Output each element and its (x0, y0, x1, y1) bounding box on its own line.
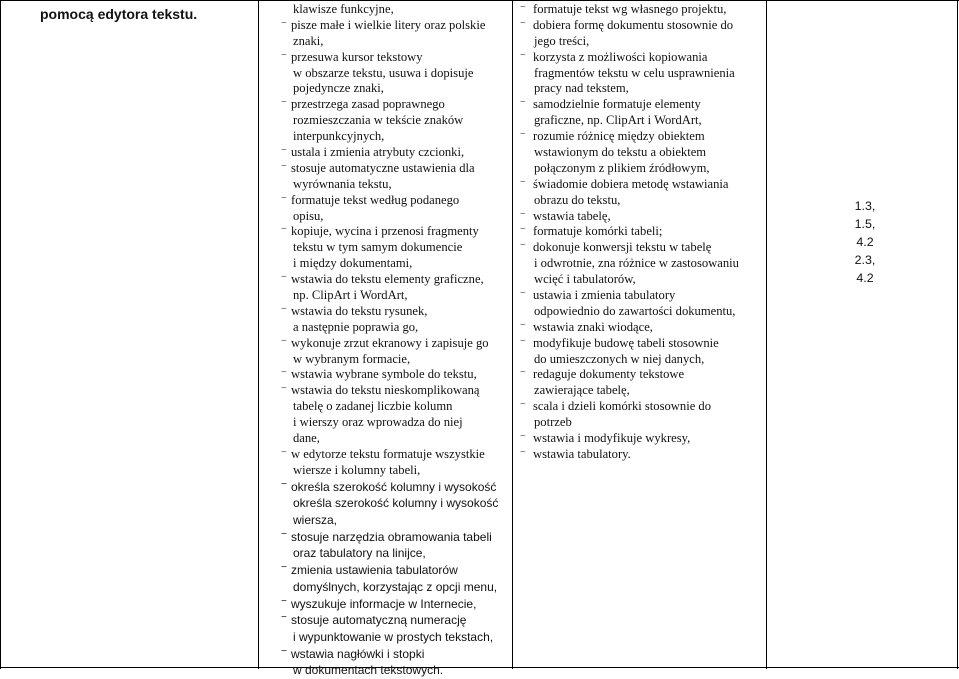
list-item: określa szerokość kolumny i wysokość (293, 496, 499, 511)
column-border (0, 0, 1, 669)
list-item: wyrównania tekstu, (293, 176, 392, 191)
list-item: − formatuje tekst według podanego (263, 193, 513, 209)
list-item: − wstawia nagłówki i stopki (263, 646, 513, 663)
list-item: a następnie poprawia go, (293, 319, 419, 334)
list-item: − ustala i zmienia atrybuty czcionki, (263, 145, 513, 161)
list-item: interpunkcyjnych, (293, 129, 385, 144)
list-item: − wstawia wybrane symbole do tekstu, (263, 367, 513, 383)
list-item: − stosuje automatyczne ustawienia dla (263, 161, 513, 177)
column-border (957, 0, 958, 669)
list-item: w wybranym formacie, (293, 351, 411, 366)
list-item: wiersza, (293, 513, 338, 528)
list-item: − pisze małe i wielkie litery oraz polskie (263, 18, 513, 34)
list-item: rozmieszczania w tekście znaków (293, 113, 464, 128)
reference-number: 1.5, (854, 217, 876, 231)
list-item: fragmentów tekstu w celu usprawnienia (534, 65, 735, 80)
list-item: połączonym z plikiem źródłowym, (534, 160, 710, 175)
list-item: w dokumentach tekstowych. (293, 663, 444, 678)
requirements-column-extended (513, 2, 763, 463)
list-item: − określa szerokość kolumny i wysokość (263, 479, 513, 496)
list-item: − zmienia ustawienia tabulatorów (263, 562, 513, 579)
list-item: − wyszukuje informacje w Internecie, (263, 596, 513, 613)
list-item: − formatuje komórki tabeli; (513, 224, 763, 240)
list-item: − wstawia do tekstu nieskomplikowaną (263, 383, 513, 399)
list-item: w obszarze tekstu, usuwa i dopisuje (293, 65, 474, 80)
list-item: − stosuje narzędzia obramowania tabeli (263, 529, 513, 546)
list-item: − dobiera formę dokumentu stosownie do (513, 18, 763, 34)
list-item: oraz tabulatory na linijce, (293, 546, 426, 561)
list-item: − modyfikuje budowę tabeli stosownie (513, 336, 763, 352)
list-item: potrzeb (534, 415, 572, 430)
section-label: pomocą edytora tekstu. (40, 6, 198, 22)
column-border (766, 0, 767, 669)
list-item: − dokonuje konwersji tekstu w tabelę (513, 240, 763, 256)
list-item: dane, (293, 431, 320, 446)
list-item: domyślnych, korzystając z opcji menu, (293, 579, 498, 594)
reference-number: 4.2 (856, 271, 874, 285)
list-item: i wierszy oraz wprowadza do niej (293, 415, 463, 430)
list-item: − wstawia tabelę, (513, 209, 763, 225)
list-item: − stosuje automatyczną numerację (263, 612, 513, 629)
list-item: − w edytorze tekstu formatuje wszystkie (263, 447, 513, 463)
list-item: − wstawia i modyfikuje wykresy, (513, 431, 763, 447)
list-item: pojedyncze znaki, (293, 81, 384, 96)
list-item: − wstawia do tekstu elementy graficzne, (263, 272, 513, 288)
list-item: − przestrzega zasad poprawnego (263, 97, 513, 113)
list-item: jego treści, (534, 33, 590, 48)
list-item: znaki, (293, 33, 324, 48)
list-item: i wypunktowanie w prostych tekstach, (293, 629, 494, 644)
list-item: − wstawia znaki wiodące, (513, 320, 763, 336)
list-item: wiersze i kolumny tabeli, (293, 462, 421, 477)
list-item: do umieszczonych w niej danych, (534, 351, 705, 366)
list-item: − wstawia tabulatory. (513, 447, 763, 463)
reference-number: 1.3, (854, 199, 876, 213)
list-item: zawierające tabelę, (534, 383, 630, 398)
list-item: klawisze funkcyjne, (293, 2, 394, 16)
list-item: − formatuje tekst wg własnego projektu, (513, 2, 763, 18)
list-item: opisu, (293, 208, 324, 223)
list-item: − korzysta z możliwości kopiowania (513, 50, 763, 66)
list-item: graficzne, np. ClipArt i WordArt, (534, 113, 702, 128)
list-item: − ustawia i zmienia tabulatory (513, 288, 763, 304)
list-item: − rozumie różnicę między obiektem (513, 129, 763, 145)
list-item: − przesuwa kursor tekstowy (263, 50, 513, 66)
list-item: np. ClipArt i WordArt, (293, 288, 408, 303)
list-item: i odwrotnie, zna różnice w zastosowaniu (534, 256, 739, 271)
list-item: − wykonuje zrzut ekranowy i zapisuje go (263, 336, 513, 352)
reference-number: 2.3, (854, 253, 876, 267)
list-item: wcięć i tabulatorów, (534, 272, 636, 287)
list-item: − scala i dzieli komórki stosownie do (513, 399, 763, 415)
column-border (258, 0, 259, 669)
list-item: − redaguje dokumenty tekstowe (513, 367, 763, 383)
list-item: tabelę o zadanej liczbie kolumn (293, 399, 453, 414)
list-item: − wstawia do tekstu rysunek, (263, 304, 513, 320)
list-item: tekstu w tym samym dokumencie (293, 240, 463, 255)
list-item: − kopiuje, wycina i przenosi fragmenty (263, 224, 513, 240)
list-item: − samodzielnie formatuje elementy (513, 97, 763, 113)
reference-numbers (835, 197, 895, 287)
list-item: wstawionym do tekstu a obiektem (534, 145, 707, 160)
list-item: i między dokumentami, (293, 256, 413, 271)
list-item: obrazu do tekstu, (534, 192, 621, 207)
top-border (0, 0, 959, 1)
requirements-column-basic (263, 2, 513, 679)
list-item: − świadomie dobiera metodę wstawiania (513, 177, 763, 193)
list-item: odpowiednio do zawartości dokumentu, (534, 303, 736, 318)
list-item: pracy nad tekstem, (534, 81, 629, 96)
reference-number: 4.2 (856, 235, 874, 249)
